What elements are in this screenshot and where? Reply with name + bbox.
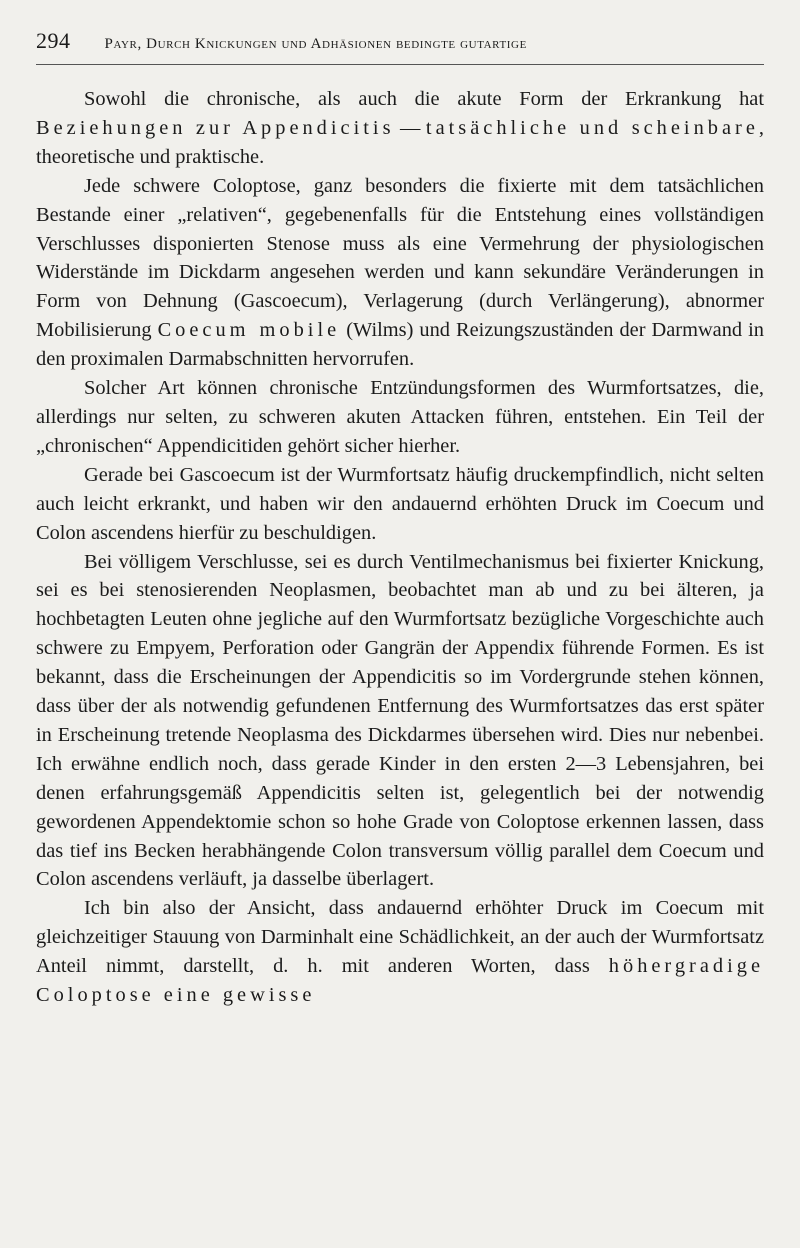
running-head [36,28,764,65]
paragraph-3: Solcher Art können chronische Entzündungsformen des Wurmfortsatzes, die, allerdings nur selten, zu schweren akuten Attacken führen, entstehen. Ein Teil der „chronischen“ Appendicitiden gehört sicher hierher. [36,377,764,457]
running-title: Payr, Durch Knickungen und Adhäsionen bedingte gutartige [104,36,527,52]
text-run: Ich bin also der Ansicht, dass andauernd erhöhter Druck im Coecum mit gleichzeitiger Stauung von Darminhalt eine Schädlichkeit, an der auch der Wurmfortsatz Anteil nimmt, darstellt, d. h. mit anderen Worten, dass [36,897,764,978]
text-run: (Wilms) und Reizungszuständen der Darmwand in den proximalen Darmabschnitten hervorrufen. [36,319,764,371]
page-number: 294 [36,28,71,53]
text-run: Jede schwere Coloptose, ganz besonders die fixierte mit dem tatsächlichen Bestande einer „relativen“, gegebenenfalls für die Entstehung eines vollständigen Verschlusses disponierten Stenose muss als eine Vermehrung der physiologischen Widerstände im Dickdarm angesehen werden und kann sekundäre Veränderungen in Form von Dehnung (Gascoecum), Verlagerung (durch Verlängerung), abnormer Mobilisierung [36,174,764,342]
paragraph-4: Gerade bei Gascoecum ist der Wurmfortsatz häufig druckempfindlich, nicht selten auch leicht erkrankt, und haben wir den andauernd erhöhten Druck im Coecum und Colon ascendens hierfür zu beschuldigen. [36,463,764,544]
body-text [36,85,764,1010]
paragraph-1 [36,85,764,172]
paragraph-2 [36,172,764,374]
spaced-text: höhergradige Coloptose eine gewisse [36,955,764,1007]
spaced-text: Coecum mobile [157,319,341,342]
text-run: — [394,116,426,139]
text-run: Sowohl die chronische, als auch die akute Form der Erkrankung hat [84,88,764,110]
paragraph-6 [36,894,764,1010]
spaced-text: Beziehungen zur Appendicitis [36,116,395,139]
spaced-text: tatsächliche und scheinbare [425,116,759,139]
text-run: , theoretische und praktische. [36,116,764,168]
paragraph-5: Bei völligem Verschlusse, sei es durch Ventilmechanismus bei fixierter Knickung, sei es bei stenosierenden Neoplasmen, beobachtet man ab und zu bei älteren, ja hochbetagten Leuten ohne jegliche auf den Wurmfortsatz bezügliche Vorgeschichte auch schwere zu Empyem, Perforation oder Gangrän der Appendix führende Formen. Es ist bekannt, dass die Erscheinungen der Appendicitis so im Vordergrunde stehen können, dass über der als notwendig gefundenen Entfernung des Wurmfortsatzes das erst später in Erscheinung tretende Neoplasma des Dickdarmes übersehen wird. Dies nur nebenbei. Ich erwähne endlich noch, dass gerade Kinder in den ersten 2—3 Lebensjahren, bei denen erfahrungsgemäß Appendicitis selten ist, gelegentlich bei der notwendig gewordenen Appendektomie schon so hohe Grade von Coloptose erkennen lassen, dass das tief ins Becken herabhängende Colon transversum völlig parallel dem Coecum und Colon ascendens verläuft, ja dasselbe überlagert. [36,550,764,891]
